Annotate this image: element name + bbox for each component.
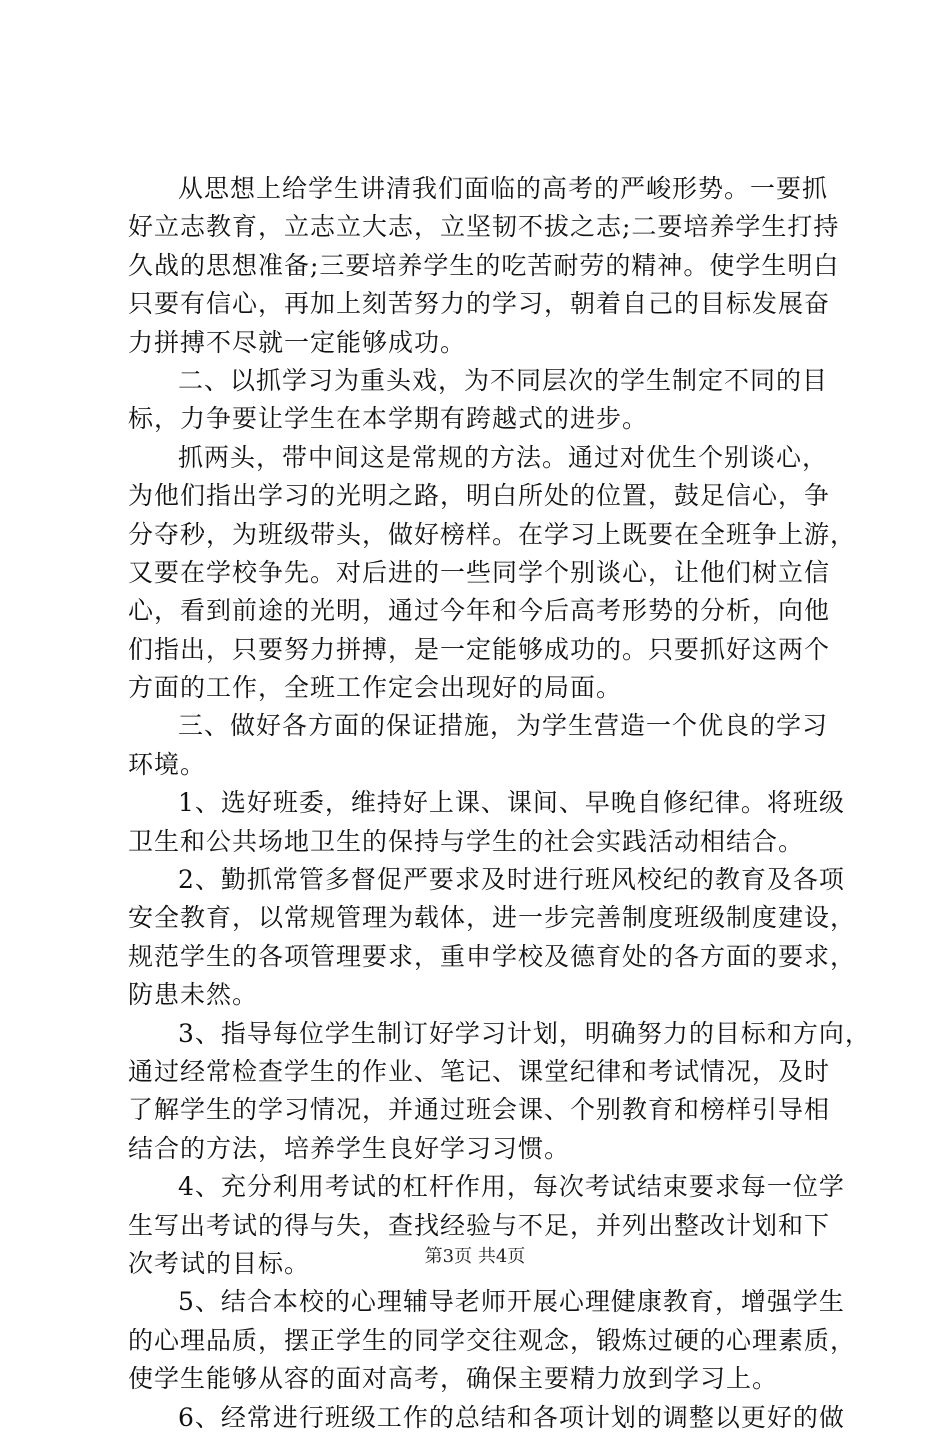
text-line: 力拼搏不尽就一定能够成功。 <box>128 327 467 357</box>
text-line: 方面的工作，全班工作定会出现好的局面。 <box>128 673 623 703</box>
text-line: 卫生和公共场地卫生的保持与学生的社会实践活动相结合。 <box>128 826 805 856</box>
text-line: 2、勤抓常管多督促严要求及时进行班风校纪的教育及各项 <box>178 865 845 895</box>
text-line: 标，力争要让学生在本学期有跨越式的进步。 <box>128 404 649 434</box>
text-line: 久战的思想准备;三要培养学生的吃苦耐劳的精神。使学生明白 <box>128 250 840 280</box>
page-footer: 第3页 共4页 <box>424 1246 526 1267</box>
text-line: 次考试的目标。 <box>128 1248 311 1278</box>
text-line: 通过经常检查学生的作业、笔记、课堂纪律和考试情况，及时 <box>128 1056 831 1086</box>
text-line: 3、指导每位学生制订好学习计划，明确努力的目标和方向， <box>178 1018 871 1048</box>
text-line: 又要在学校争先。对后进的一些同学个别谈心，让他们树立信 <box>128 557 831 587</box>
text-line: 的心理品质，摆正学生的同学交往观念，锻炼过硬的心理素质， <box>128 1325 857 1355</box>
text-line: 安全教育，以常规管理为载体，进一步完善制度班级制度建设， <box>128 903 857 933</box>
text-line: 三、做好各方面的保证措施，为学生营造一个优良的学习 <box>178 711 829 741</box>
text-line: 结合的方法，培养学生良好学习习惯。 <box>128 1133 571 1163</box>
text-line: 为他们指出学习的光明之路，明白所处的位置，鼓足信心，争 <box>128 481 831 511</box>
text-line: 们指出，只要努力拼搏，是一定能够成功的。只要抓好这两个 <box>128 634 831 664</box>
text-line: 生写出考试的得与失，查找经验与不足，并列出整改计划和下 <box>128 1210 831 1240</box>
text-line: 5、结合本校的心理辅导老师开展心理健康教育，增强学生 <box>178 1287 845 1317</box>
text-line: 心，看到前途的光明，通过今年和今后高考形势的分析，向他 <box>128 596 831 626</box>
text-line: 防患未然。 <box>128 980 259 1010</box>
text-line: 好立志教育，立志立大志，立坚韧不拔之志;二要培养学生打持 <box>128 212 840 242</box>
text-line: 6、经常进行班级工作的总结和各项计划的调整以更好的做 <box>178 1402 845 1432</box>
text-line: 环境。 <box>128 749 207 779</box>
text-line: 4、充分利用考试的杠杆作用，每次考试结束要求每一位学 <box>178 1172 845 1202</box>
text-line: 1、选好班委，维持好上课、课间、早晚自修纪律。将班级 <box>178 788 845 818</box>
text-line: 只要有信心，再加上刻苦努力的学习，朝着自己的目标发展奋 <box>128 289 831 319</box>
text-line: 规范学生的各项管理要求，重申学校及德育处的各方面的要求， <box>128 941 857 971</box>
text-line: 了解学生的学习情况，并通过班会课、个别教育和榜样引导相 <box>128 1095 831 1125</box>
text-line: 分夺秒，为班级带头，做好榜样。在学习上既要在全班争上游， <box>128 519 857 549</box>
text-line: 使学生能够从容的面对高考，确保主要精力放到学习上。 <box>128 1364 779 1394</box>
text-line: 二、以抓学习为重头戏，为不同层次的学生制定不同的目 <box>178 365 829 395</box>
text-line: 从思想上给学生讲清我们面临的高考的严峻形势。一要抓 <box>178 174 829 203</box>
text-line: 抓两头，带中间这是常规的方法。通过对优生个别谈心， <box>178 442 829 472</box>
